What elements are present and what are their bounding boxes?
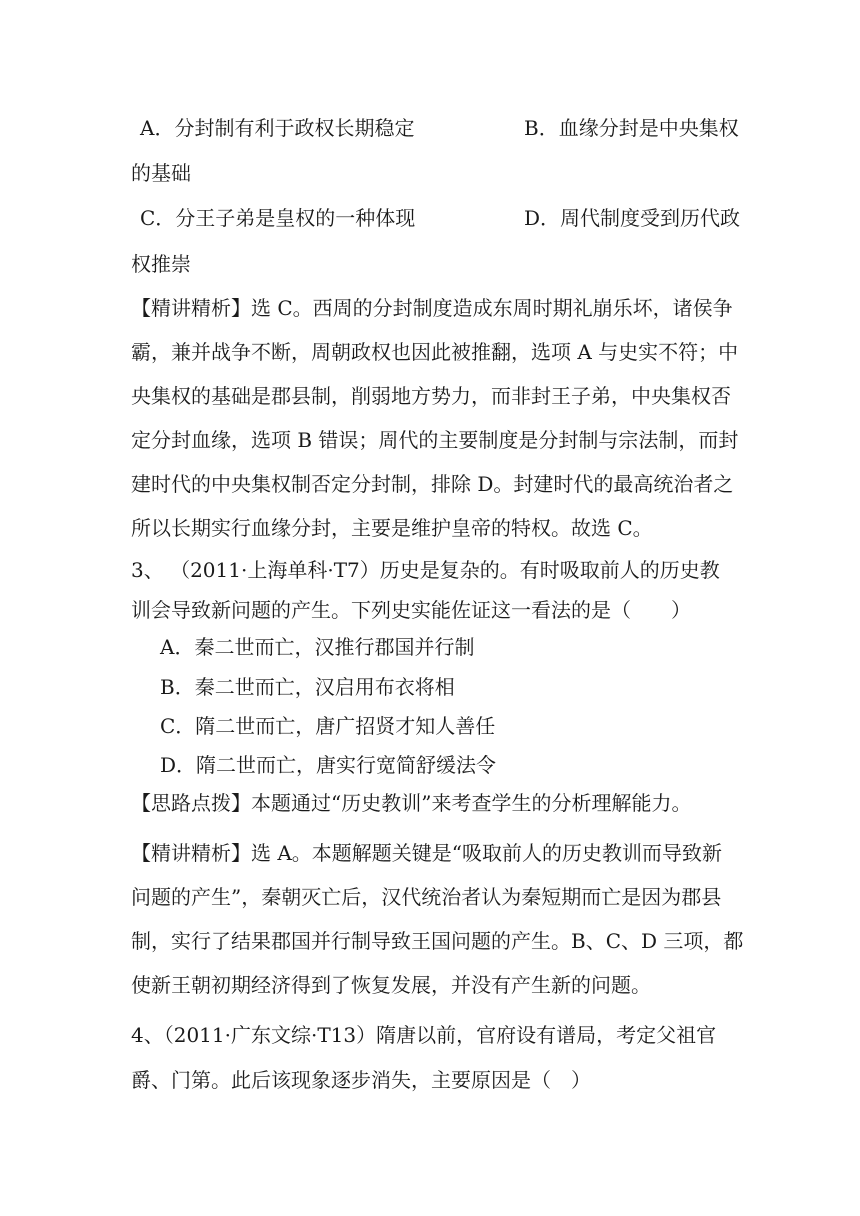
option-item: A．秦二世而亡，汉推行郡国并行制 xyxy=(160,635,475,659)
option-b-continued: 的基础 xyxy=(131,161,191,185)
analysis-line: 【精讲精析】选 A。本题解题关键是“吸取前人的历史教训而导致新 xyxy=(131,841,723,865)
analysis-line: 定分封血缘，选项 B 错误；周代的主要制度是分封制与宗法制，而封 xyxy=(131,428,739,452)
analysis-line: 央集权的基础是郡县制，削弱地方势力，而非封王子弟，中央集权否 xyxy=(131,384,731,408)
analysis-line: 【精讲精析】选 C。西周的分封制度造成东周时期礼崩乐坏，诸侯争 xyxy=(131,296,733,320)
question-stem: 爵、门第。此后该现象逐步消失，主要原因是（ ） xyxy=(131,1068,591,1092)
option-item: B．秦二世而亡，汉启用布衣将相 xyxy=(160,675,455,699)
option-a: A．分封制有利于政权长期稳定 xyxy=(140,116,415,140)
option-item: C．隋二世而亡，唐广招贤才知人善任 xyxy=(160,714,496,738)
question-stem: 3、 （2011·上海单科·T7）历史是复杂的。有时吸取前人的历史教 xyxy=(131,558,720,582)
analysis-line: 所以长期实行血缘分封，主要是维护皇帝的特权。故选 C。 xyxy=(131,516,653,540)
question-stem: 训会导致新问题的产生。下列史实能佐证这一看法的是（ ） xyxy=(131,598,691,622)
question-stem: 4、（2011·广东文综·T13）隋唐以前，官府设有谱局，考定父祖官 xyxy=(131,1023,717,1047)
analysis-line: 问题的产生”，秦朝灭亡后，汉代统治者认为秦短期而亡是因为郡县 xyxy=(131,885,722,909)
option-c: C．分王子弟是皇权的一种体现 xyxy=(140,206,416,230)
hint-line: 【思路点拨】本题通过“历史教训”来考查学生的分析理解能力。 xyxy=(131,791,692,815)
option-d: D．周代制度受到历代政 xyxy=(524,206,741,230)
option-b: B．血缘分封是中央集权 xyxy=(524,116,739,140)
option-d-continued: 权推崇 xyxy=(131,252,191,276)
analysis-line: 使新王朝初期经济得到了恢复发展，并没有产生新的问题。 xyxy=(131,973,651,997)
analysis-line: 建时代的中央集权制否定分封制，排除 D。封建时代的最高统治者之 xyxy=(131,472,734,496)
option-item: D．隋二世而亡，唐实行宽简舒缓法令 xyxy=(160,753,497,777)
analysis-line: 霸，兼并战争不断，周朝政权也因此被推翻，选项 A 与史实不符；中 xyxy=(131,340,739,364)
analysis-line: 制，实行了结果郡国并行制导致王国问题的产生。B、C、D 三项，都 xyxy=(131,929,744,953)
